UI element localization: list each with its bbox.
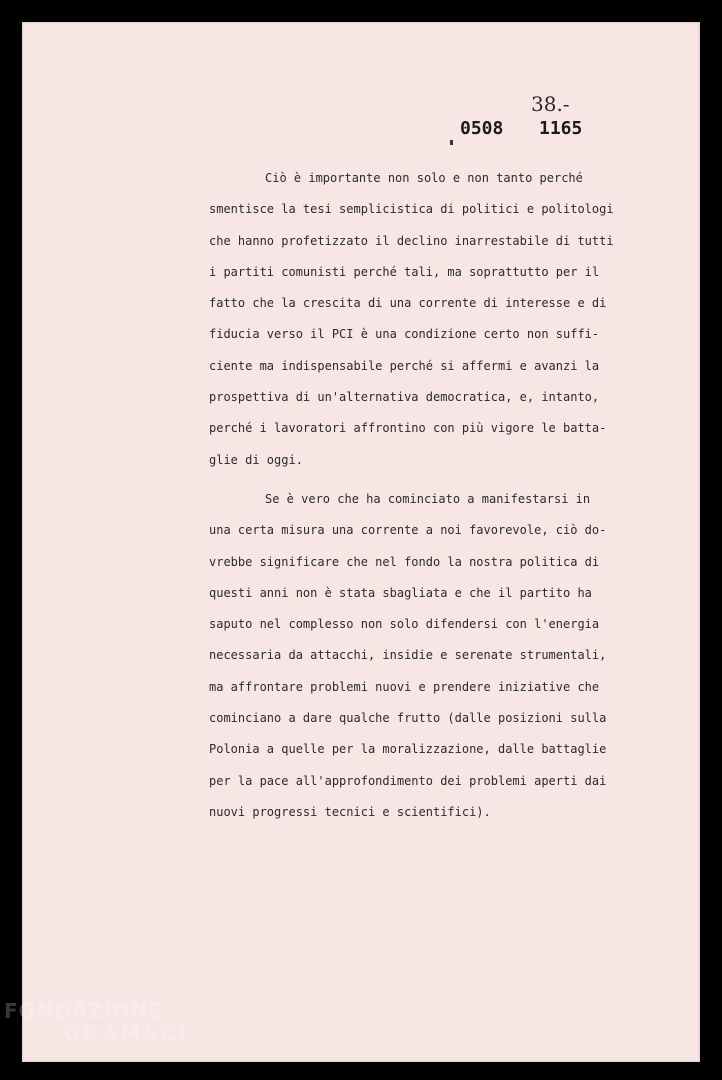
document-page [22,22,700,1062]
text-line: cominciano a dare qualche frutto (dalle posizioni sulla [209,711,607,726]
text-line: Se è vero che ha cominciato a manifestarsi in [265,491,591,506]
text-line: una certa misura una corrente a noi favorevole, ciò do- [209,523,607,538]
fondazione-gramsci-watermark [4,1000,189,1044]
paragraph-1 [209,168,614,481]
text-line: glie di oggi. [209,452,303,467]
text-line: fiducia verso il PCI è una condizione certo non suffi- [209,327,600,342]
text-line: per la pace all'approfondimento dei problemi aperti dai [209,773,607,788]
text-line: smentisce la tesi semplicistica di politici e politologi [209,202,614,217]
text-line: fatto che la crescita di una corrente di interesse e di [209,296,607,311]
text-line: ma affrontare problemi nuovi e prendere iniziative che [209,679,600,694]
stamp-number-left: 0508 [460,118,504,139]
text-line: Ciò è importante non solo e non tanto perché [265,171,583,185]
typewritten-text [209,168,614,833]
text-line: vrebbe significare che nel fondo la nostra politica di [209,554,600,569]
ink-mark [450,140,453,145]
text-line: saputo nel complesso non solo difendersi con l'energia [209,617,600,632]
paragraph-gap [209,481,609,489]
text-line: che hanno profetizzato il declino inarrestabile di tutti [209,233,614,248]
text-line: i partiti comunisti perché tali, ma soprattutto per il [209,264,600,279]
text-line: questi anni non è stata sbagliata e che il partito ha [209,585,592,600]
paragraph-2 [209,489,609,833]
text-line: perché i lavoratori affrontino con più vigore le batta- [209,421,607,436]
watermark-line-2: GRAMSCI [64,1021,189,1045]
watermark-line-1: FONDAZIONE [4,999,163,1023]
text-line: prospettiva di un'alternativa democratica, e, intanto, [209,390,600,405]
text-line: ciente ma indispensabile perché si affermi e avanzi la [209,358,600,373]
handwritten-page-number: 38.- [531,92,570,116]
text-line: Polonia a quelle per la moralizzazione, dalle battaglie [209,742,607,757]
stamp-number-right: 1165 [539,118,583,139]
text-line: necessaria da attacchi, insidie e serenate strumentali, [209,648,607,663]
text-line: nuovi progressi tecnici e scientifici). [209,804,491,819]
